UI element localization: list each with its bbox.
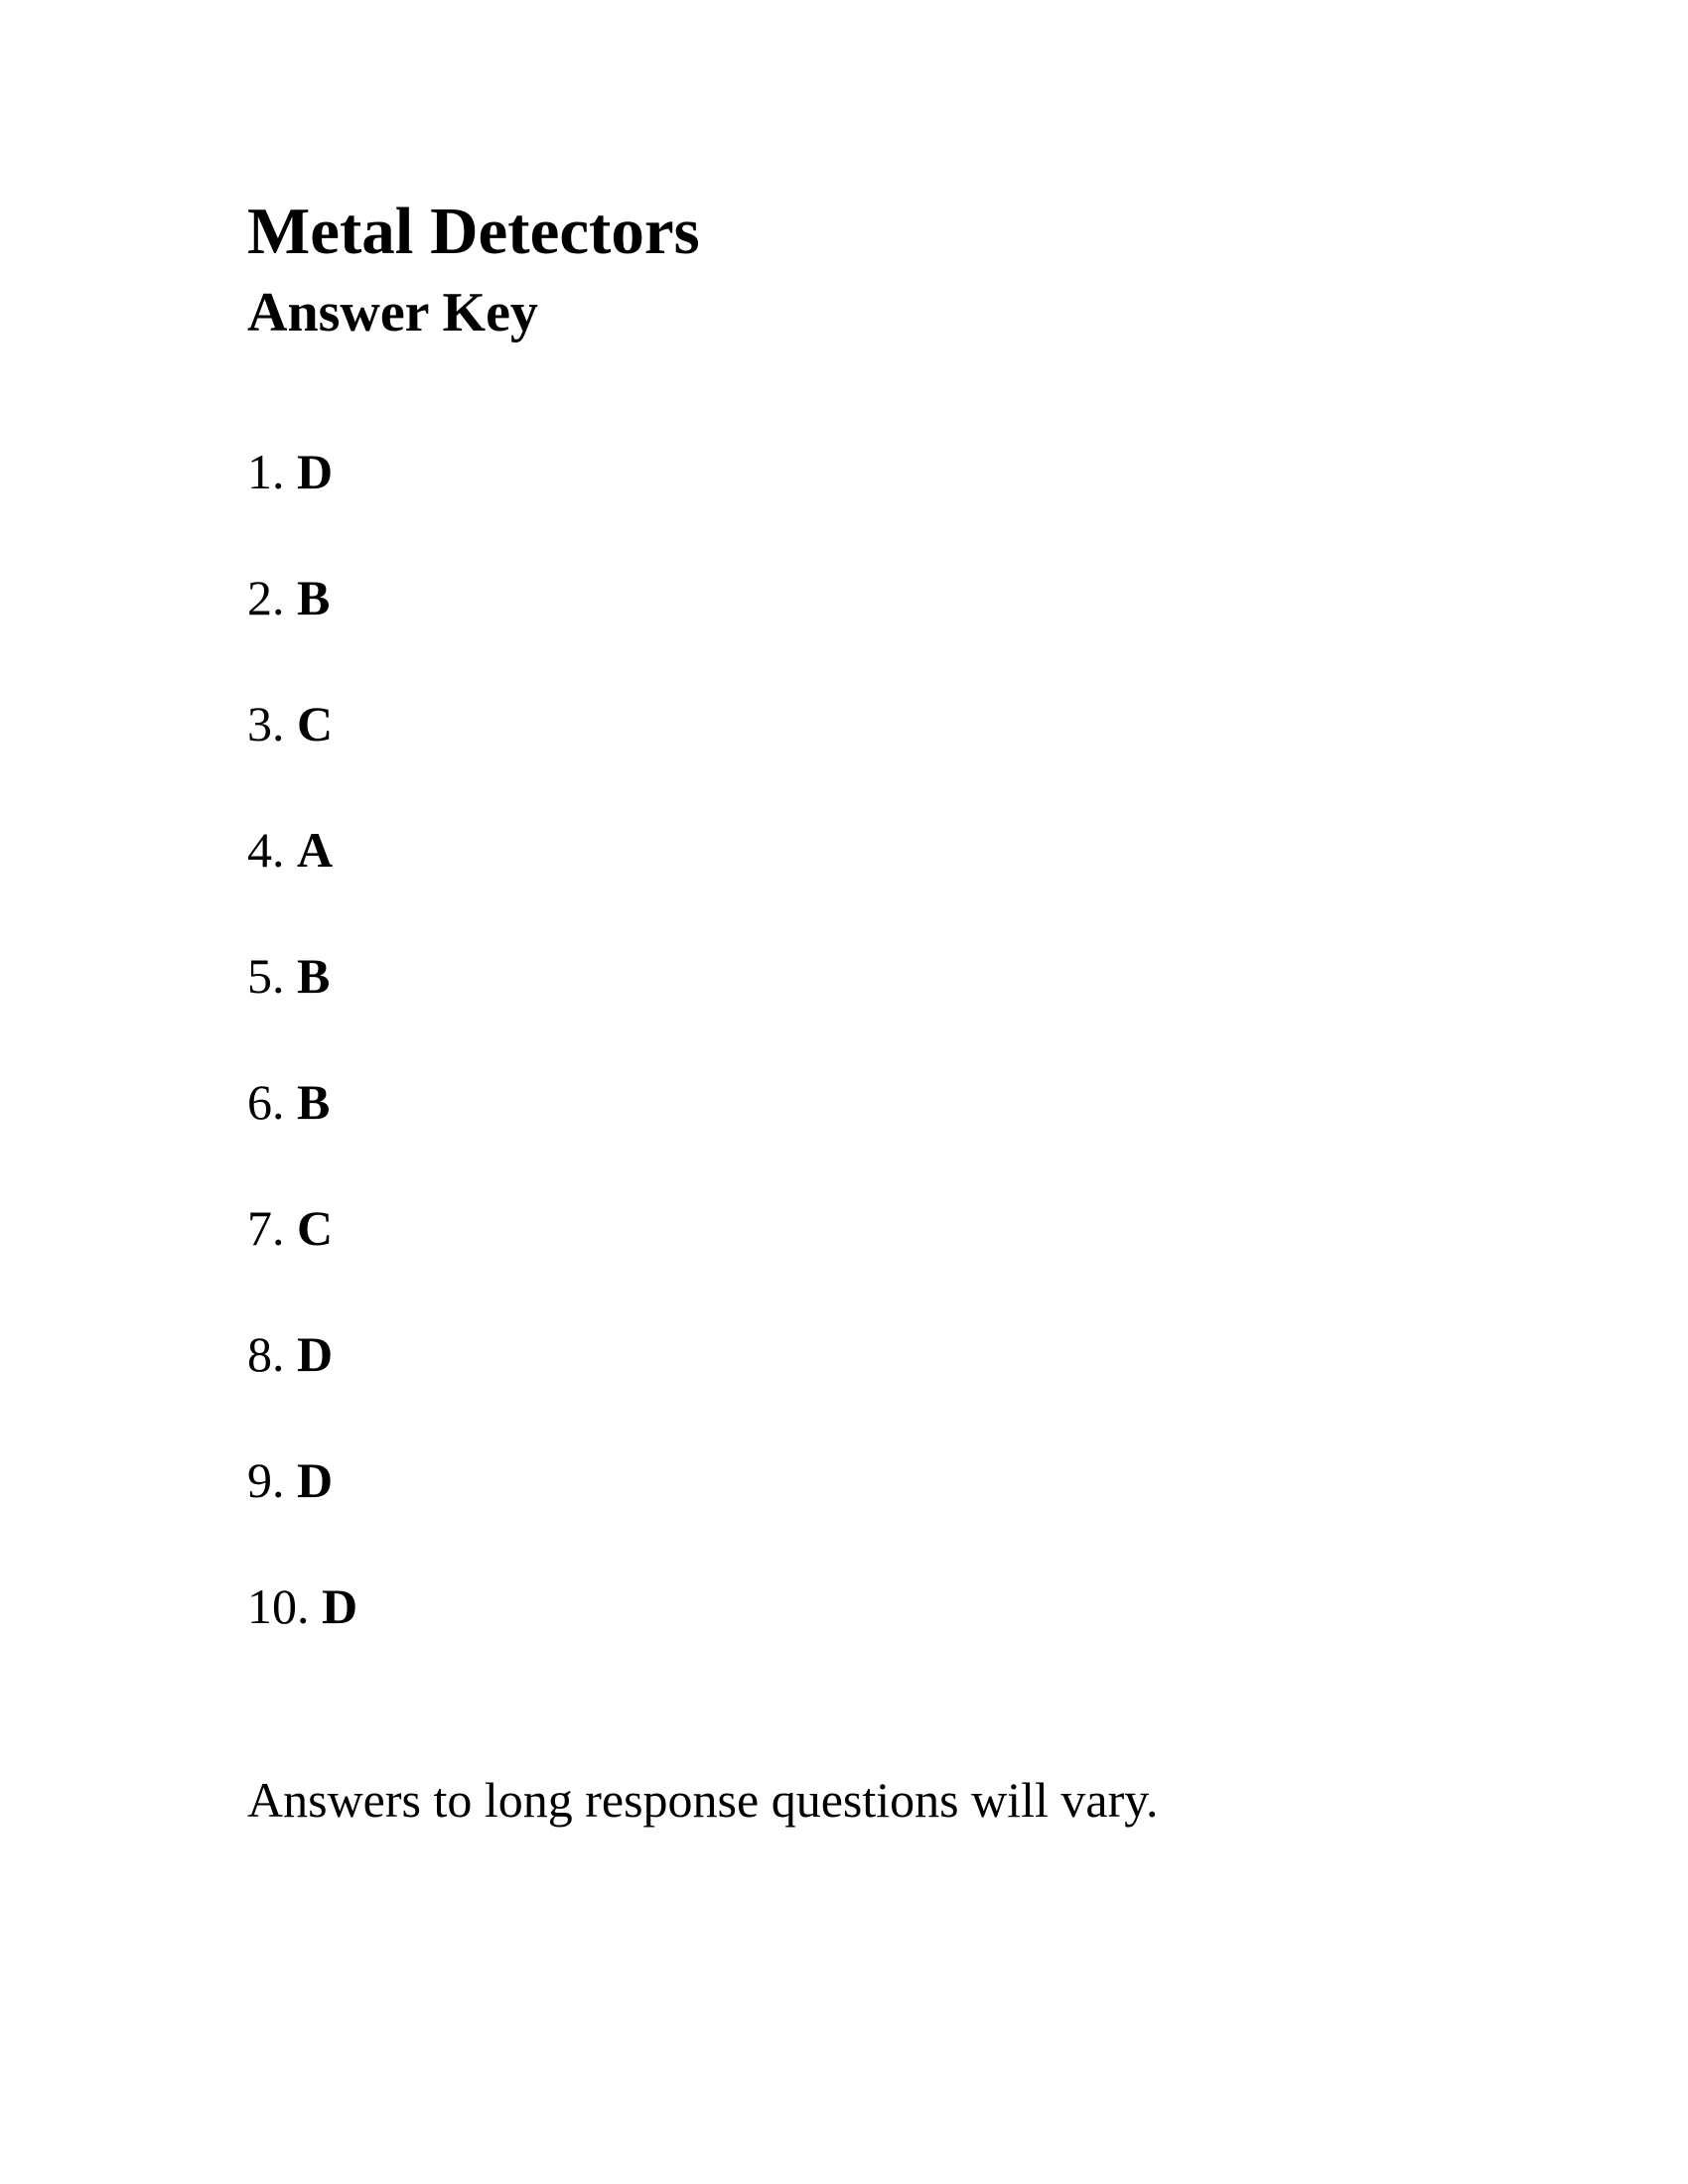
answer-item: [247, 570, 357, 699]
answer-number: 7.: [247, 1200, 285, 1256]
page-title: Metal Detectors: [247, 195, 700, 268]
answer-number: 2.: [247, 570, 285, 625]
answer-letter: B: [297, 1074, 331, 1130]
answer-letter: D: [297, 444, 334, 499]
answer-item: [247, 1326, 357, 1455]
answer-item: [247, 948, 357, 1077]
answer-number: 3.: [247, 696, 285, 751]
answer-item: [247, 822, 357, 951]
answer-item: [247, 1200, 357, 1329]
answer-letter: D: [297, 1326, 334, 1382]
answer-letter: C: [297, 696, 334, 751]
answer-number: 4.: [247, 822, 285, 878]
answer-list: [247, 444, 358, 1707]
answer-letter: D: [297, 1452, 334, 1508]
answer-number: 1.: [247, 444, 285, 499]
long-response-note: Answers to long response questions will vary.: [247, 1772, 1159, 1828]
answer-item: [247, 1074, 357, 1203]
answer-number: 6.: [247, 1074, 285, 1130]
answer-item: [247, 696, 357, 825]
page-subtitle: Answer Key: [247, 282, 538, 343]
answer-letter: B: [297, 570, 331, 625]
answer-number: 10.: [247, 1578, 310, 1634]
answer-item: [247, 1452, 357, 1581]
answer-letter: C: [297, 1200, 334, 1256]
answer-number: 5.: [247, 948, 285, 1004]
answer-letter: A: [297, 822, 334, 878]
answer-item: [247, 444, 357, 573]
answer-letter: D: [322, 1578, 358, 1634]
answer-letter: B: [297, 948, 331, 1004]
answer-number: 9.: [247, 1452, 285, 1508]
answer-item: [247, 1578, 358, 1707]
answer-number: 8.: [247, 1326, 285, 1382]
